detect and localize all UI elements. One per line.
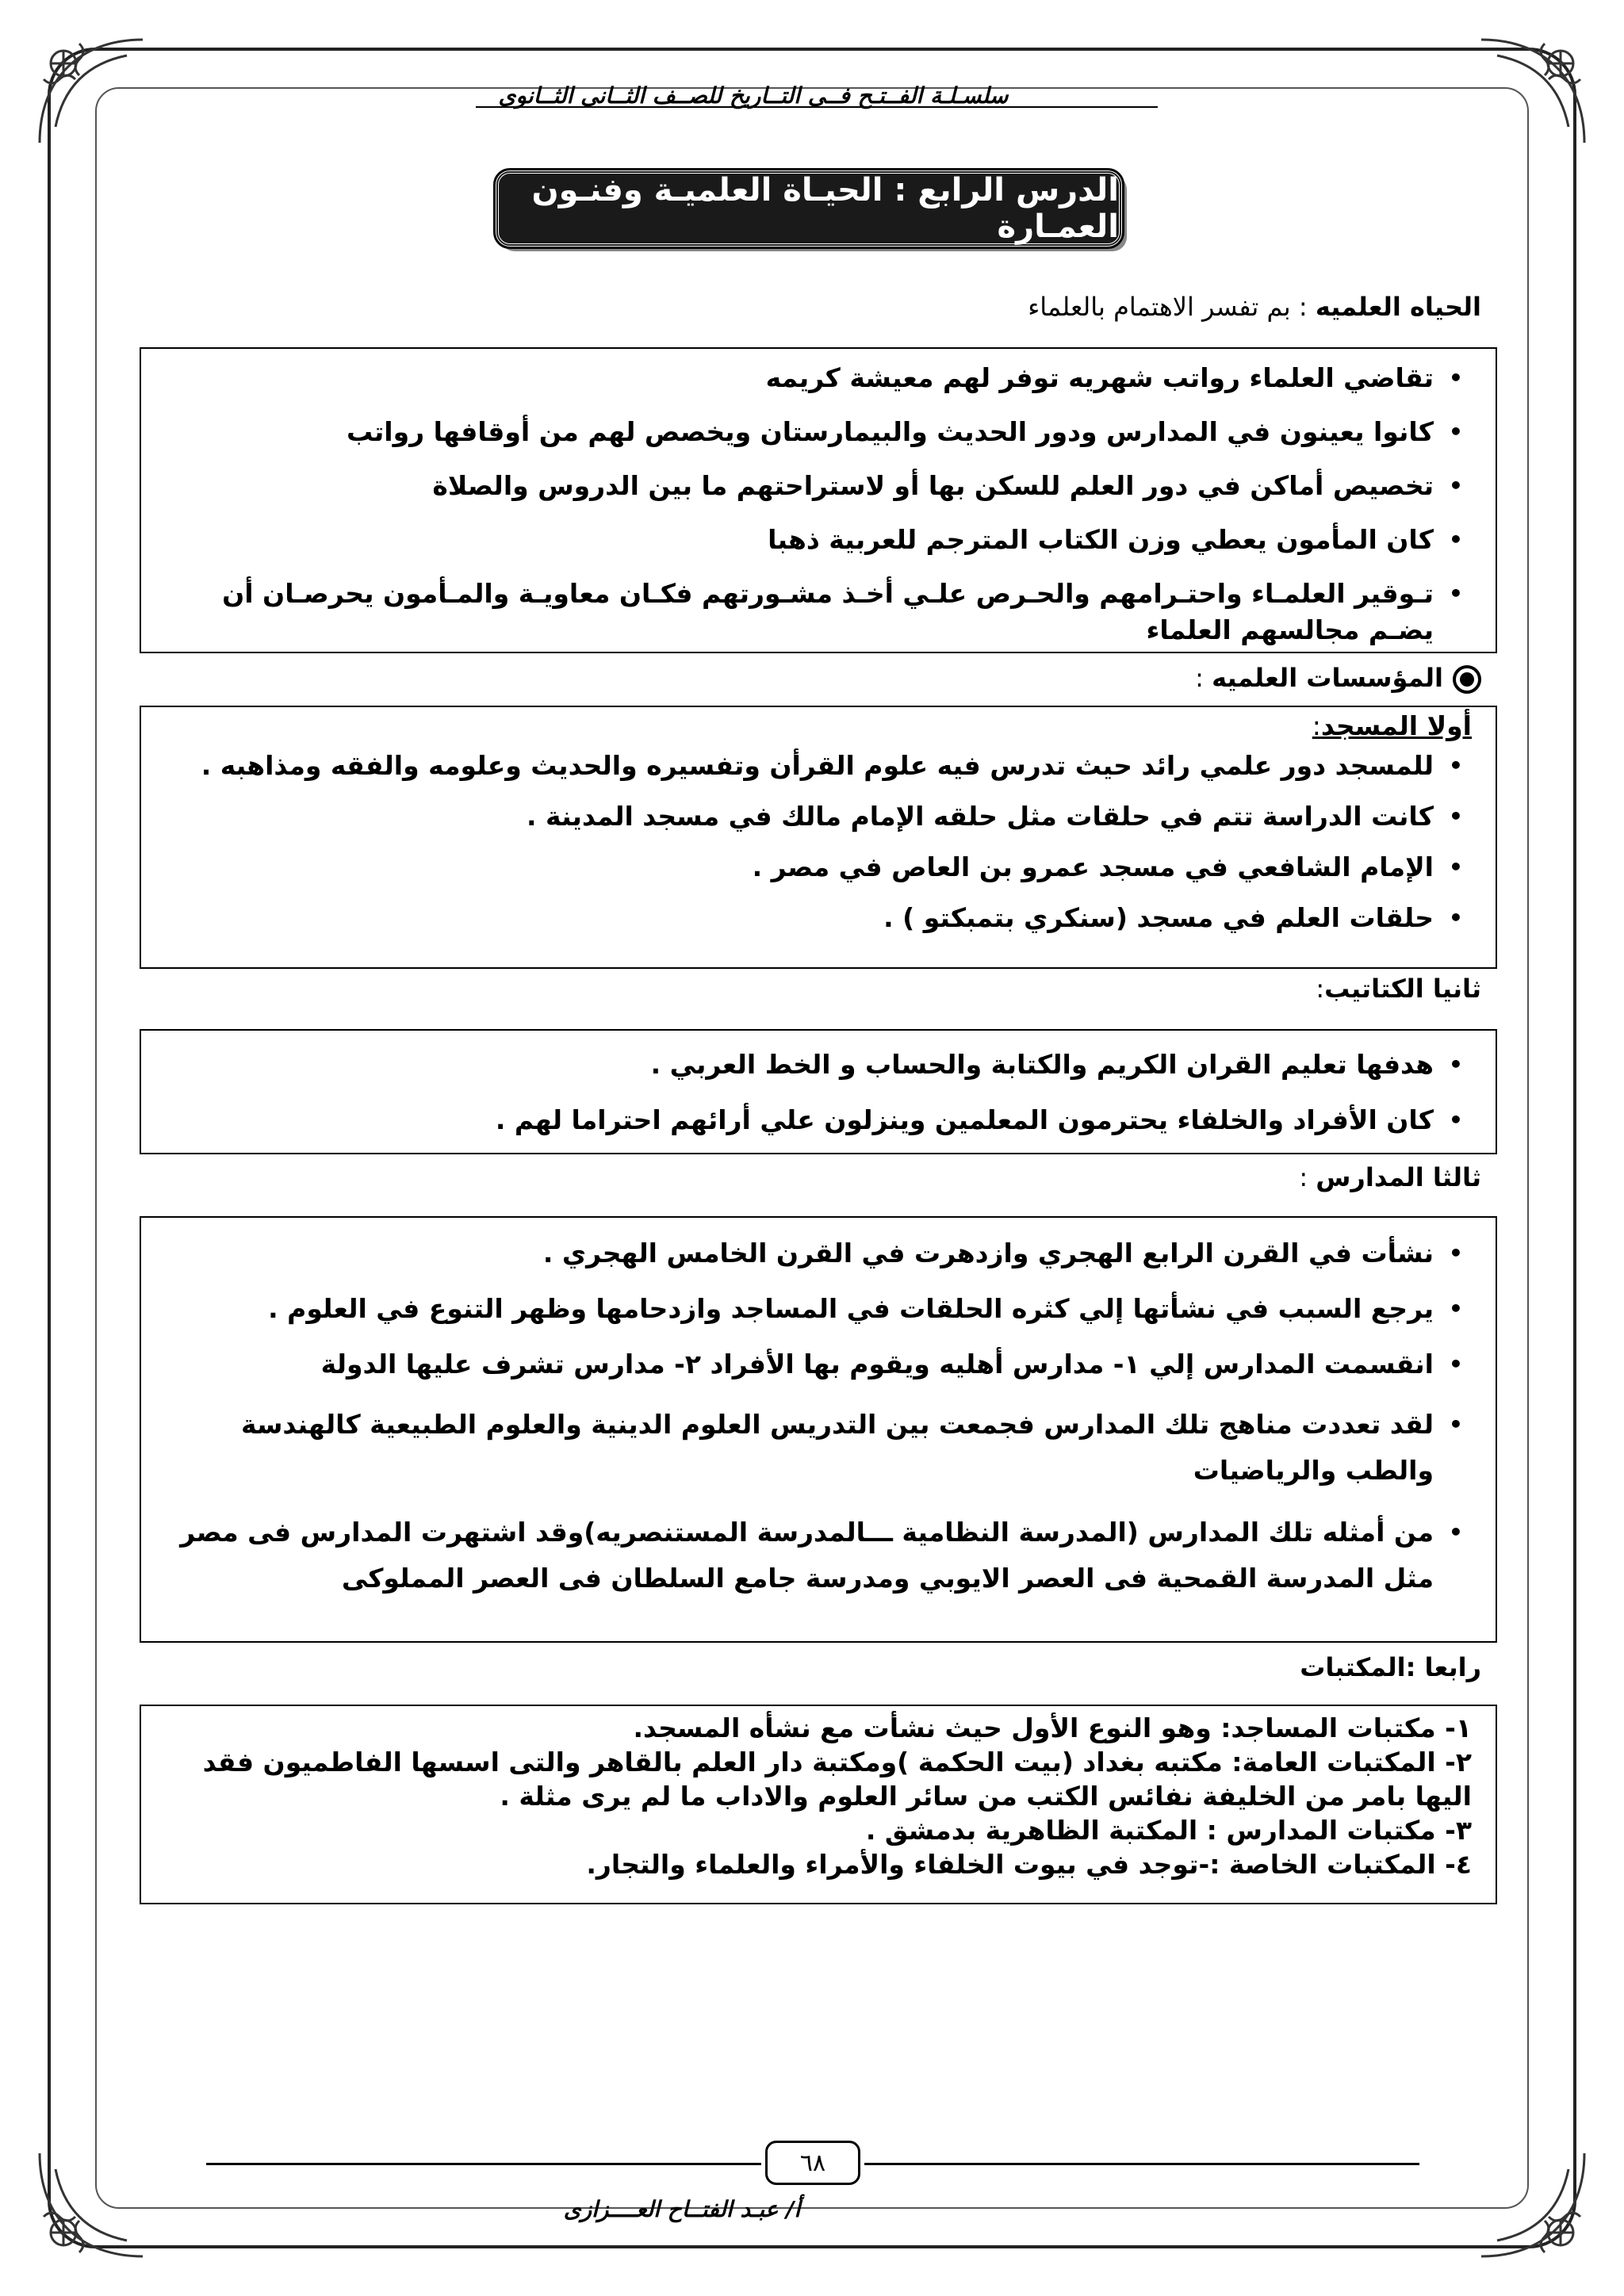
bullet-icon: • — [1449, 1240, 1463, 1266]
intro-heading: الحياه العلميه — [1315, 292, 1481, 322]
list-item: • تـوقير العلمـاء واحتـرامهم والحـرص علـي أخـذ مشـورتهم فكـان معاويـة والمـأمون يحرصـان أن يضـم مجالسهم العلماء — [157, 576, 1472, 649]
footer-rule-left — [206, 2163, 761, 2165]
header-rule — [476, 106, 1158, 108]
list-item: • انقسمت المدارس إلي ١- مدارس أهليه ويقوم بها الأفراد ٢- مدارس تشرف عليها الدولة — [157, 1346, 1472, 1383]
libraries-heading: رابعا :المكتبات — [1300, 1652, 1481, 1682]
mosque-box — [140, 706, 1497, 969]
library-line: ٣- مكتبات المدارس : المكتبة الظاهرية بدمشق . — [865, 1815, 1472, 1846]
list-item: • كانوا يعينون في المدارس ودور الحديث والبيمارستان ويخصص لهم من أوقافها رواتب — [157, 414, 1472, 450]
bullet-icon: • — [1449, 580, 1463, 607]
kuttab-list — [141, 1047, 1496, 1138]
list-item: • حلقات العلم في مسجد (سنكري بتمبكتو ) . — [157, 900, 1472, 936]
bullet-icon: • — [1449, 419, 1463, 445]
list-item: • يرجع السبب في نشأتها إلي كثره الحلقات في المساجد وازدحامها وظهر التنوع في العلوم . — [157, 1291, 1472, 1327]
mosque-heading-row: أولا المسجد: — [1312, 710, 1472, 741]
intro-heading-row — [1028, 292, 1481, 322]
corner-ornament-icon — [1473, 32, 1592, 151]
kuttab-box — [140, 1029, 1497, 1154]
list-item: • كان الأفراد والخلفاء يحترمون المعلمين وينزلون علي أرائهم احتراما لهم . — [157, 1102, 1472, 1138]
corner-ornament-icon — [32, 32, 151, 151]
list-item: • لقد تعددت مناهج تلك المدارس فجمعت بين التدريس العلوم الدينية والعلوم الطبيعية كالهندسة والطب والرياضيات — [157, 1402, 1472, 1494]
kuttab-heading-row: ثانيا الكتاتيب: — [1316, 974, 1481, 1004]
list-item: • نشأت في القرن الرابع الهجري وازدهرت في القرن الخامس الهجري . — [157, 1235, 1472, 1272]
list-item: • الإمام الشافعي في مسجد عمرو بن العاص في مصر . — [157, 849, 1472, 886]
bullet-icon: • — [1449, 1411, 1463, 1437]
libraries-box — [140, 1705, 1497, 1904]
institutions-heading-row: المؤسسات العلميه : — [1195, 663, 1481, 694]
corner-ornament-icon — [1473, 2145, 1592, 2264]
scholars-box — [140, 347, 1497, 653]
bullet-icon: • — [1449, 854, 1463, 880]
list-item: • للمسجد دور علمي رائد حيث تدرس فيه علوم القرأن وتفسيره والحديث وعلومه والفقه ومذاهبه . — [157, 748, 1472, 784]
list-item: • تخصيص أماكن في دور العلم للسكن بها أو لاستراحتهم ما بين الدروس والصلاة — [157, 468, 1472, 504]
corner-ornament-icon — [32, 2145, 151, 2264]
list-item: • تقاضي العلماء رواتب شهريه توفر لهم معيشة كريمه — [157, 360, 1472, 396]
series-title: سلسـلـة الفــتـح فــى التــاريخ للصــف الثــانى الثــانوى — [498, 82, 1009, 109]
library-line: ٢- المكتبات العامة: مكتبه بغداد (بيت الحكمة )ومكتبة دار العلم بالقاهر والتى اسسها الفاطميون فقد اليها بامر من الخليفة نفائس الكتب من سائر العلوم والاداب ما لم يرى مثلة . — [202, 1747, 1472, 1812]
schools-box — [140, 1216, 1497, 1643]
bullet-icon: • — [1449, 1519, 1463, 1545]
mosque-heading: أولا المسجد — [1320, 710, 1472, 741]
schools-list — [141, 1235, 1496, 1601]
institutions-heading: المؤسسات العلميه — [1212, 663, 1443, 693]
bullet-icon: • — [1449, 1351, 1463, 1377]
list-item: • من أمثله تلك المدارس (المدرسة النظامية ـــالمدرسة المستنصريه)وقد اشتهرت المدارس فى مصر مثل المدرسة القمحية فى العصر الايوبي ومدرسة جامع السلطان فى العصر المملوكى — [157, 1510, 1472, 1601]
bullet-icon: • — [1449, 1295, 1463, 1322]
bullet-icon: • — [1449, 1107, 1463, 1133]
footer-rule-right — [864, 2163, 1419, 2165]
schools-heading: ثالثا المدارس — [1316, 1162, 1481, 1192]
target-circle-icon — [1453, 665, 1481, 694]
bullet-icon: • — [1449, 526, 1463, 553]
schools-heading-row: ثالثا المدارس : — [1299, 1162, 1481, 1192]
page-number: ٦٨ — [765, 2141, 860, 2185]
list-item: • كانت الدراسة تتم في حلقات مثل حلقه الإمام مالك في مسجد المدينة . — [157, 798, 1472, 835]
bullet-icon: • — [1449, 1051, 1463, 1077]
scholars-list — [141, 360, 1496, 649]
list-item: • كان المأمون يعطي وزن الكتاب المترجم للعربية ذهبا — [157, 522, 1472, 558]
kuttab-heading: ثانيا الكتاتيب — [1324, 974, 1481, 1004]
bullet-icon: • — [1449, 752, 1463, 779]
bullet-icon: • — [1449, 803, 1463, 829]
mosque-list — [141, 748, 1496, 936]
libraries-lines — [141, 1706, 1496, 1886]
bullet-icon: • — [1449, 365, 1463, 391]
list-item: • هدفها تعليم القران الكريم والكتابة والحساب و الخط العربي . — [157, 1047, 1472, 1083]
lesson-title: الدرس الرابع : الحيـاة العلميـة وفنـون العمـارة — [531, 172, 1119, 245]
library-line: ١- مكتبات المساجد: وهو النوع الأول حيث نشأت مع نشأه المسجد. — [633, 1712, 1472, 1743]
lesson-title-box — [496, 170, 1122, 247]
bullet-icon: • — [1449, 473, 1463, 499]
library-line: ٤- المكتبات الخاصة :-توجد في بيوت الخلفاء والأمراء والعلماء والتجار. — [586, 1849, 1472, 1880]
author-name: أ/ عبـد الفتــاح العــــزازى — [563, 2196, 801, 2222]
intro-question: : بم تفسر الاهتمام بالعلماء — [1028, 292, 1316, 322]
bullet-icon: • — [1449, 905, 1463, 931]
